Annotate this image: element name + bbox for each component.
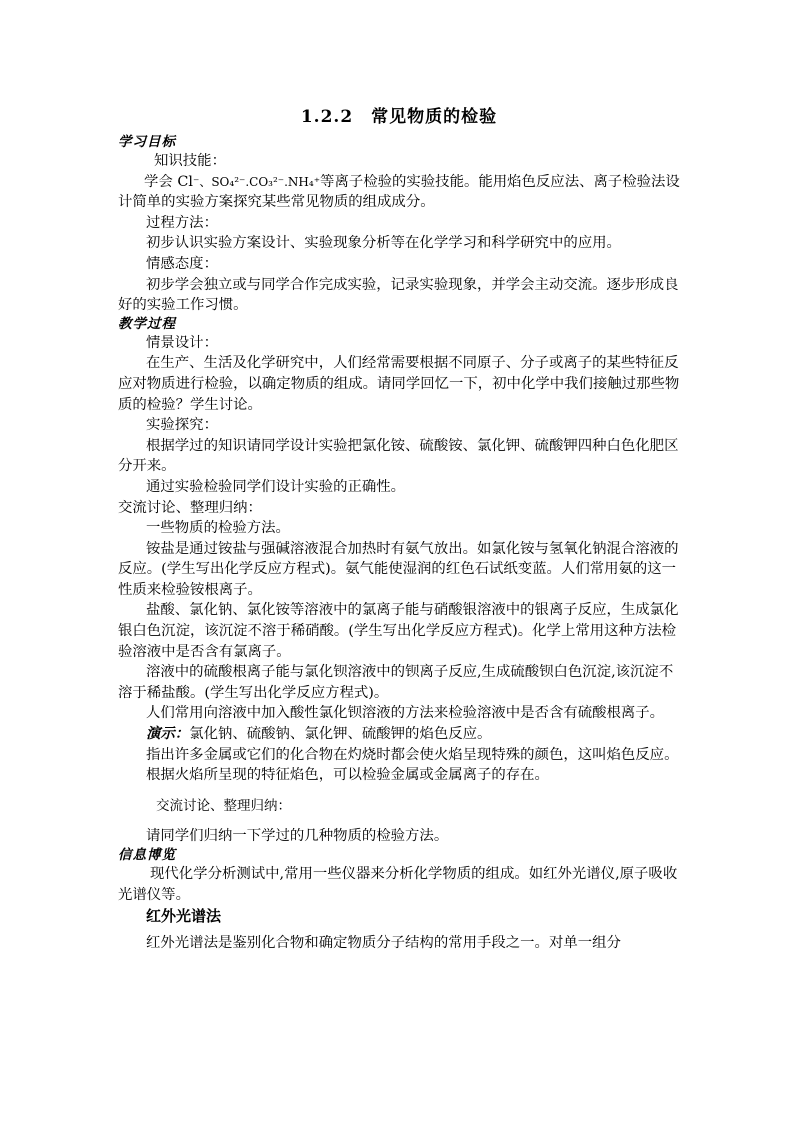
explore-label: 实验探究： xyxy=(146,417,218,434)
section-heading-info: 信息博览 xyxy=(118,847,176,863)
info-text: 现代化学分析测试中,常用一些仪器来分析化学物质的组成。如红外光谱仪,原子吸收光谱仪等。 xyxy=(118,866,678,903)
spacer xyxy=(118,816,680,826)
sulfate-reaction-text: 溶液中的硫酸根离子能与氯化钡溶液中的钡离子反应,生成硫酸钡白色沉淀,该沉淀不溶于稀盐酸。(学生写出化学反应方程式)。 xyxy=(118,664,674,701)
summary-text: 请同学们归纳一下学过的几种物质的检验方法。 xyxy=(146,828,449,845)
explore-text: 根据学过的知识请同学设计实验把氯化铵、硫酸铵、氯化钾、硫酸钾四种白色化肥区分开来。 xyxy=(118,437,679,475)
goal-knowledge-label: 知识技能： xyxy=(154,153,226,169)
goal-knowledge-text: 学会 Cl⁻、SO₄²⁻.CO₃²⁻.NH₄⁺等离子检验的实验技能。能用焰色反应法、离子检验法设计简单的实验方案探究某些常见物质的组成成分。 xyxy=(118,173,680,211)
ion-formulas: ⁻、SO₄²⁻.CO₃²⁻.NH₄⁺ xyxy=(192,174,321,189)
goal-emotion-label: 情感态度： xyxy=(146,255,218,272)
demo-label: 演示： xyxy=(146,725,190,743)
discuss-label: 交流讨论、整理归纳： xyxy=(118,499,262,516)
ir-heading: 红外光谱法 xyxy=(146,907,222,926)
ir-text: 红外光谱法是鉴别化合物和确定物质分子结构的常用手段之一。对单一组分 xyxy=(146,935,621,952)
chloride-test-text: 盐酸、氯化钠、氯化铵等溶液中的氯离子能与硝酸银溶液中的银离子反应，生成氯化银白色沉淀，该沉淀不溶于稀硝酸。(学生写出化学反应方程式)。化学上常用这种方法检验溶液中是否含有氯离子。 xyxy=(118,602,679,660)
goal-emotion-text: 初步学会独立或与同学合作完成实验，记录实验现象，并学会主动交流。逐步形成良好的实验工作习惯。 xyxy=(118,276,679,314)
discuss2-label: 交流讨论、整理归纳： xyxy=(156,797,291,814)
page-title: 1.2.2 常见物质的检验 xyxy=(300,107,498,127)
flame-test-text: 根据火焰所呈现的特征焰色，可以检验金属或金属离子的存在。 xyxy=(146,767,549,784)
spacer xyxy=(118,786,680,796)
demo-paragraph: 演示：氯化钠、硫酸钠、氯化钾、硫酸钾的焰色反应。 xyxy=(146,725,492,743)
scene-text: 在生产、生活及化学研究中，人们经常需要根据不同原子、分子或离子的某些特征反应对物质进行检验，以确定物质的组成。请同学回忆一下，初中化学中我们接触过那些物质的检验？学生讨论。 xyxy=(118,355,680,413)
sulfate-test-text: 人们常用向溶液中加入酸性氯化钡溶液的方法来检验溶液中是否含有硫酸根离子。 xyxy=(146,705,665,722)
document-page xyxy=(118,104,680,954)
methods-label: 一些物质的检验方法。 xyxy=(146,520,290,537)
scene-label: 情景设计： xyxy=(146,334,218,351)
ammonium-test-text: 铵盐是通过铵盐与强碱溶液混合加热时有氨气放出。如氯化铵与氢氧化钠混合溶液的反应。(学生写出化学反应方程式)。氨气能使湿润的红色石试纸变蓝。人们常用氨的这一性质来检验铵根离子。 xyxy=(118,540,679,598)
verify-text: 通过实验检验同学们设计实验的正确性。 xyxy=(146,478,406,495)
goal-process-text: 初步认识实验方案设计、实验现象分析等在化学学习和科学研究中的应用。 xyxy=(146,235,621,252)
flame-reaction-text: 指出许多金属或它们的化合物在灼烧时都会使火焰呈现特殊的颜色，这叫焰色反应。 xyxy=(146,746,679,763)
goal-process-label: 过程方法： xyxy=(146,214,218,231)
section-heading-goals: 学习目标 xyxy=(118,134,176,150)
section-heading-process: 教学过程 xyxy=(118,315,176,332)
